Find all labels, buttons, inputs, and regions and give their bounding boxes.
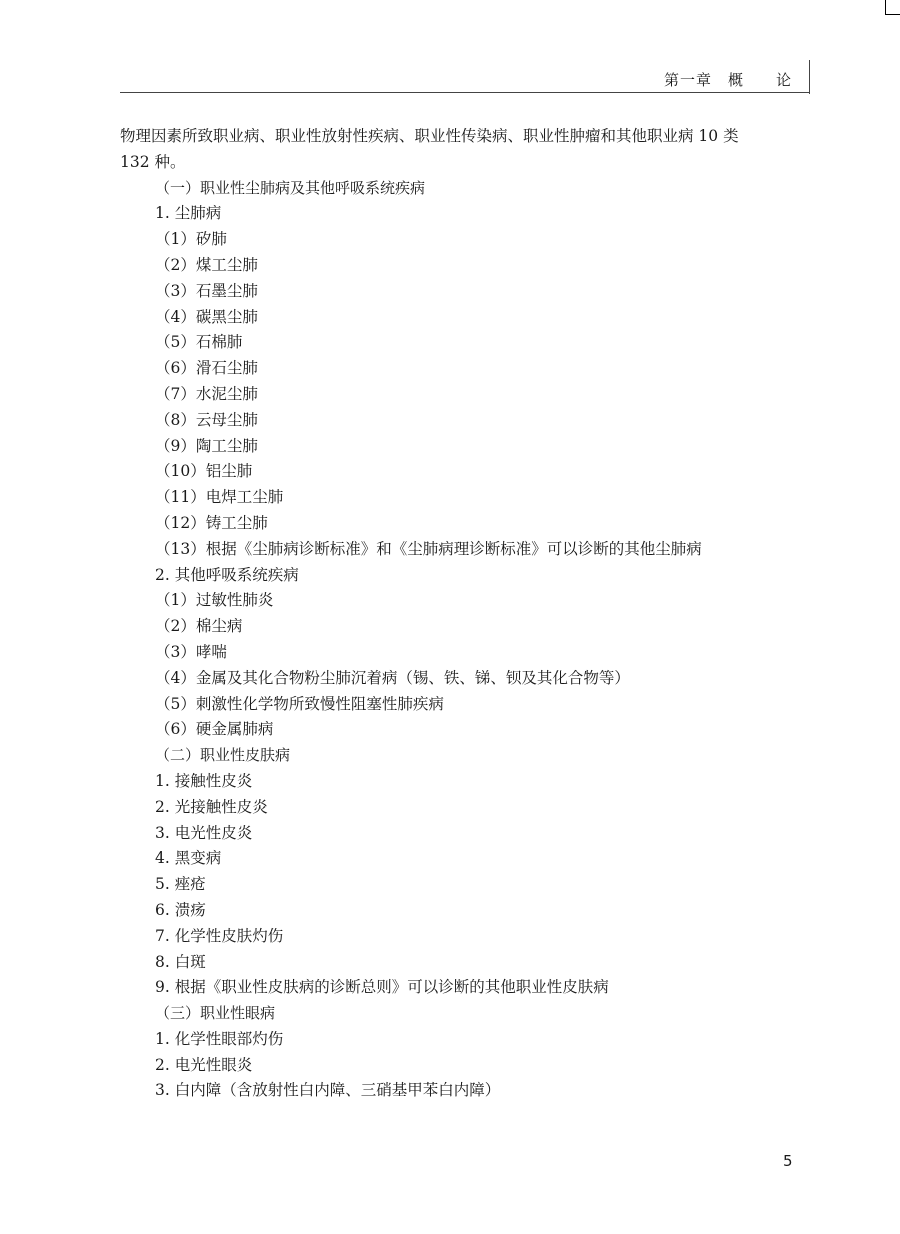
running-header (120, 62, 810, 93)
page-body (120, 124, 800, 1104)
list-item: 3. 白内障（含放射性白内障、三硝基甲苯白内障） (155, 1081, 501, 1100)
list-item: （1）过敏性肺炎 (155, 591, 274, 610)
list-item: 5. 痤疮 (155, 875, 206, 894)
list-item: （4）金属及其化合物粉尘肺沉着病（锡、铁、锑、钡及其化合物等） (155, 668, 630, 687)
list-item: （7）水泥尘肺 (155, 384, 258, 403)
intro-line: 132 种。 (120, 152, 186, 171)
list-item: 7. 化学性皮肤灼伤 (155, 926, 284, 945)
list-item: （9）陶工尘肺 (155, 436, 258, 455)
list-item: 4. 黑变病 (155, 849, 222, 868)
list-item: （13）根据《尘肺病诊断标准》和《尘肺病理诊断标准》可以诊断的其他尘肺病 (155, 539, 702, 558)
list-item: 1. 接触性皮炎 (155, 771, 253, 790)
list-item: 2. 电光性眼炎 (155, 1055, 253, 1074)
list-item: （10）铝尘肺 (155, 462, 253, 481)
header-rule-vertical (809, 60, 810, 94)
list-item: 8. 白斑 (155, 952, 206, 971)
list-item: （1）矽肺 (155, 230, 227, 249)
section-heading: （一）职业性尘肺病及其他呼吸系统疾病 (155, 178, 426, 197)
list-item: 1. 尘肺病 (155, 204, 222, 223)
chapter-title: 第一章 概 论 (663, 71, 792, 89)
list-item: 9. 根据《职业性皮肤病的诊断总则》可以诊断的其他职业性皮肤病 (155, 978, 609, 997)
page-number: 5 (783, 1152, 793, 1170)
list-item: （2）煤工尘肺 (155, 255, 258, 274)
list-item: 3. 电光性皮炎 (155, 823, 253, 842)
intro-line: 物理因素所致职业病、职业性放射性疾病、职业性传染病、职业性肿瘤和其他职业病 10 类 (120, 127, 739, 145)
list-item: （4）碳黑尘肺 (155, 307, 258, 326)
crop-mark (885, 0, 900, 15)
list-item: 6. 溃疡 (155, 900, 206, 919)
list-item: 1. 化学性眼部灼伤 (155, 1029, 284, 1048)
list-item: （5）石棉肺 (155, 333, 243, 352)
list-item: （2）棉尘病 (155, 617, 243, 636)
list-item: （6）滑石尘肺 (155, 359, 258, 378)
section-heading: （二）职业性皮肤病 (155, 746, 291, 765)
list-item: （6）硬金属肺病 (155, 720, 274, 739)
section-heading: （三）职业性眼病 (155, 1004, 276, 1023)
list-item: （3）哮喘 (155, 642, 227, 661)
list-item: （5）刺激性化学物所致慢性阻塞性肺疾病 (155, 694, 444, 713)
list-item: （12）铸工尘肺 (155, 513, 268, 532)
list-item: （3）石墨尘肺 (155, 281, 258, 300)
list-item: （8）云母尘肺 (155, 410, 258, 429)
sections-container (120, 176, 800, 1105)
list-item: 2. 其他呼吸系统疾病 (155, 565, 299, 584)
list-item: 2. 光接触性皮炎 (155, 797, 268, 816)
list-item: （11）电焊工尘肺 (155, 488, 284, 507)
